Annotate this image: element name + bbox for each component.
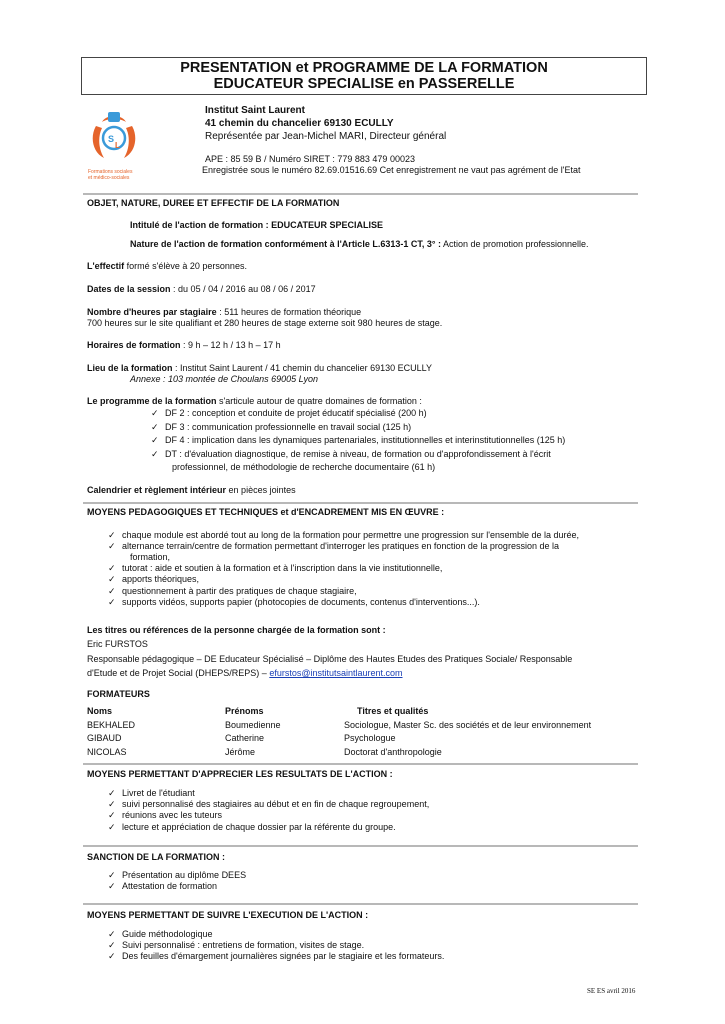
logo bbox=[88, 108, 140, 180]
institute-address: 41 chemin du chancelier 69130 ECULLY bbox=[205, 118, 394, 129]
divider bbox=[83, 193, 638, 195]
list-item: ✓ supports vidéos, supports papier (photocopies de documents, contenus d'interventions...). bbox=[108, 597, 480, 607]
annexe: Annexe : 103 montée de Choulans 69005 Lyon bbox=[130, 374, 318, 384]
institut-logo-icon bbox=[88, 108, 140, 164]
title-line2: EDUCATEUR SPECIALISE en PASSERELLE bbox=[213, 76, 515, 92]
list-item: ✓ réunions avec les tuteurs bbox=[108, 810, 223, 820]
list-item: ✓ suivi personnalisé des stagiaires au début et en fin de chaque regroupement, bbox=[108, 799, 430, 809]
logo-text2: et médico-sociales bbox=[88, 175, 130, 181]
table-cell: Boumedienne bbox=[225, 720, 281, 730]
lieu-label: Lieu de la formation bbox=[87, 363, 173, 373]
check-icon: ✓ bbox=[151, 449, 159, 459]
list-item: ✓ tutorat : aide et soutien à la formation et à l'inscription dans la vie institutionnelle, bbox=[108, 563, 443, 573]
svg-text:L: L bbox=[115, 141, 120, 150]
table-cell: Sociologue, Master Sc. des sociétés et de leur environnement bbox=[344, 720, 592, 730]
dates bbox=[87, 284, 316, 295]
check-icon: ✓ bbox=[108, 597, 116, 607]
list-item: ✓ questionnement à partir des pratiques de chaque stagiaire, bbox=[108, 586, 357, 596]
check-icon: ✓ bbox=[108, 822, 116, 832]
responsable-name: Eric FURSTOS bbox=[87, 639, 148, 649]
check-icon: ✓ bbox=[108, 530, 116, 540]
check-icon: ✓ bbox=[108, 940, 116, 950]
nature bbox=[130, 239, 589, 250]
sanction-heading: SANCTION DE LA FORMATION : bbox=[87, 852, 225, 862]
execution-heading: MOYENS PERMETTANT DE SUIVRE L'EXECUTION DE L'ACTION : bbox=[87, 910, 369, 920]
horaires-value: : 9 h – 12 h / 13 h – 17 h bbox=[180, 340, 281, 350]
heures-value: : 511 heures de formation théorique bbox=[216, 307, 362, 317]
table-cell: Psychologue bbox=[344, 733, 396, 743]
ape-siret: APE : 85 59 B / Numéro SIRET : 779 883 479 00023 bbox=[205, 154, 415, 164]
table-cell: NICOLAS bbox=[87, 747, 127, 757]
nature-label: Nature de l'action de formation conformément à l'Article L.6313-1 CT, 3° : bbox=[130, 239, 441, 249]
col-nom: Noms bbox=[87, 706, 113, 716]
heures-line2: 700 heures sur le site qualifiant et 280 heures de stage externe soit 980 heures de stage. bbox=[87, 318, 443, 328]
list-item: ✓ Présentation au diplôme DEES bbox=[108, 870, 247, 880]
check-icon: ✓ bbox=[108, 810, 116, 820]
lieu bbox=[87, 363, 432, 374]
responsable-line2: d'Etude et de Projet Social (DHEPS/REPS) – efurstos@institutsaintlaurent.com bbox=[87, 668, 403, 678]
table-cell: GIBAUD bbox=[87, 733, 122, 743]
svg-text:S: S bbox=[108, 134, 115, 144]
registration: Enregistrée sous le numéro 82.69.01516.69 Cet enregistrement ne vaut pas agrément de l'Etat bbox=[202, 165, 581, 175]
table-cell: Catherine bbox=[225, 733, 265, 743]
institute-name: Institut Saint Laurent bbox=[205, 105, 305, 116]
title-box bbox=[81, 57, 647, 95]
list-item: ✓ chaque module est abordé tout au long de la formation pour permettre une progression sur l'ensemble de la durée, bbox=[108, 530, 580, 540]
list-item: ✓ Livret de l'étudiant bbox=[108, 788, 195, 798]
logo-text1: Formations sociales bbox=[88, 169, 133, 175]
check-icon: ✓ bbox=[151, 422, 159, 432]
divider bbox=[83, 903, 638, 905]
check-icon: ✓ bbox=[108, 541, 116, 551]
list-item: ✓ Guide méthodologique bbox=[108, 929, 213, 939]
footer-note: SE ES avril 2016 bbox=[587, 987, 636, 995]
table-cell: BEKHALED bbox=[87, 720, 136, 730]
calendrier bbox=[87, 485, 296, 496]
check-icon: ✓ bbox=[108, 563, 116, 573]
lieu-value: : Institut Saint Laurent / 41 chemin du chancelier 69130 ECULLY bbox=[172, 363, 433, 373]
domaine-item-cont: professionnel, de méthodologie de recherche documentaire (61 h) bbox=[172, 462, 436, 472]
list-item: ✓ Attestation de formation bbox=[108, 881, 218, 891]
check-icon: ✓ bbox=[108, 870, 116, 880]
effectif-label: L'effectif bbox=[87, 261, 125, 271]
check-icon: ✓ bbox=[108, 788, 116, 798]
nature-value: Action de promotion professionnelle. bbox=[440, 239, 589, 249]
table-cell: Jérôme bbox=[225, 747, 256, 757]
list-item: ✓ alternance terrain/centre de formation permettant d'interroger les pratiques en fonction de la progression de la bbox=[108, 541, 559, 551]
calendrier-label: Calendrier et règlement intérieur bbox=[87, 485, 227, 495]
programme-label: Le programme de la formation bbox=[87, 396, 217, 406]
check-icon: ✓ bbox=[151, 435, 159, 445]
resultats-heading: MOYENS PERMETTANT D'APPRECIER LES RESULTATS DE L'ACTION : bbox=[87, 769, 393, 779]
check-icon: ✓ bbox=[108, 586, 116, 596]
formateurs-heading: FORMATEURS bbox=[87, 689, 150, 699]
divider bbox=[83, 763, 638, 765]
objet-heading: OBJET, NATURE, DUREE ET EFFECTIF DE LA FORMATION bbox=[87, 198, 340, 208]
programme-value: s'articule autour de quatre domaines de formation : bbox=[216, 396, 422, 406]
effectif-value: formé s'élève à 20 personnes. bbox=[124, 261, 247, 271]
col-prenom: Prénoms bbox=[225, 706, 264, 716]
heures bbox=[87, 307, 361, 318]
list-item-cont: formation, bbox=[130, 552, 171, 562]
email-link[interactable]: efurstos@institutsaintlaurent.com bbox=[269, 668, 403, 678]
domaine-item: ✓ DF 3 : communication professionnelle en travail social (125 h) bbox=[151, 422, 412, 432]
horaires bbox=[87, 340, 281, 351]
moyens-peda-heading: MOYENS PEDAGOGIQUES ET TECHNIQUES et d'ENCADREMENT MIS EN ŒUVRE : bbox=[87, 507, 445, 517]
divider bbox=[83, 845, 638, 847]
institute-represented: Représentée par Jean-Michel MARI, Directeur général bbox=[205, 131, 447, 142]
list-item: ✓ apports théoriques, bbox=[108, 574, 200, 584]
responsable-heading: Les titres ou références de la personne chargée de la formation sont : bbox=[87, 625, 386, 635]
check-icon: ✓ bbox=[151, 408, 159, 418]
check-icon: ✓ bbox=[108, 951, 116, 961]
divider bbox=[83, 502, 638, 504]
list-item: ✓ Suivi personnalisé : entretiens de formation, visites de stage. bbox=[108, 940, 365, 950]
check-icon: ✓ bbox=[108, 881, 116, 891]
check-icon: ✓ bbox=[108, 799, 116, 809]
list-item: ✓ lecture et appréciation de chaque dossier par la référente du groupe. bbox=[108, 822, 396, 832]
intitule: Intitulé de l'action de formation : EDUCATEUR SPECIALISE bbox=[130, 220, 383, 230]
calendrier-value: en pièces jointes bbox=[226, 485, 296, 495]
title-line1: PRESENTATION et PROGRAMME DE LA FORMATION bbox=[180, 60, 548, 76]
domaine-item: ✓ DF 2 : conception et conduite de projet éducatif spécialisé (200 h) bbox=[151, 408, 427, 418]
responsable-line1: Responsable pédagogique – DE Educateur Spécialisé – Diplôme des Hautes Etudes des Pratiques Sociale/ Responsable bbox=[87, 654, 573, 664]
col-titres: Titres et qualités bbox=[357, 706, 429, 716]
domaine-item: ✓ DT : d'évaluation diagnostique, de remise à niveau, de formation ou d'approfondissement à l'écrit bbox=[151, 449, 551, 459]
list-item: ✓ Des feuilles d'émargement journalières signées par le stagiaire et les formateurs. bbox=[108, 951, 445, 961]
heures-label: Nombre d'heures par stagiaire bbox=[87, 307, 217, 317]
programme bbox=[87, 396, 422, 407]
domaine-item: ✓ DF 4 : implication dans les dynamiques partenariales, institutionnelles et interinstitutionnelles (125 h) bbox=[151, 435, 566, 445]
check-icon: ✓ bbox=[108, 929, 116, 939]
horaires-label: Horaires de formation bbox=[87, 340, 181, 350]
check-icon: ✓ bbox=[108, 574, 116, 584]
dates-label: Dates de la session bbox=[87, 284, 171, 294]
table-cell: Doctorat d'anthropologie bbox=[344, 747, 442, 757]
effectif bbox=[87, 261, 247, 272]
dates-value: : du 05 / 04 / 2016 au 08 / 06 / 2017 bbox=[170, 284, 316, 294]
